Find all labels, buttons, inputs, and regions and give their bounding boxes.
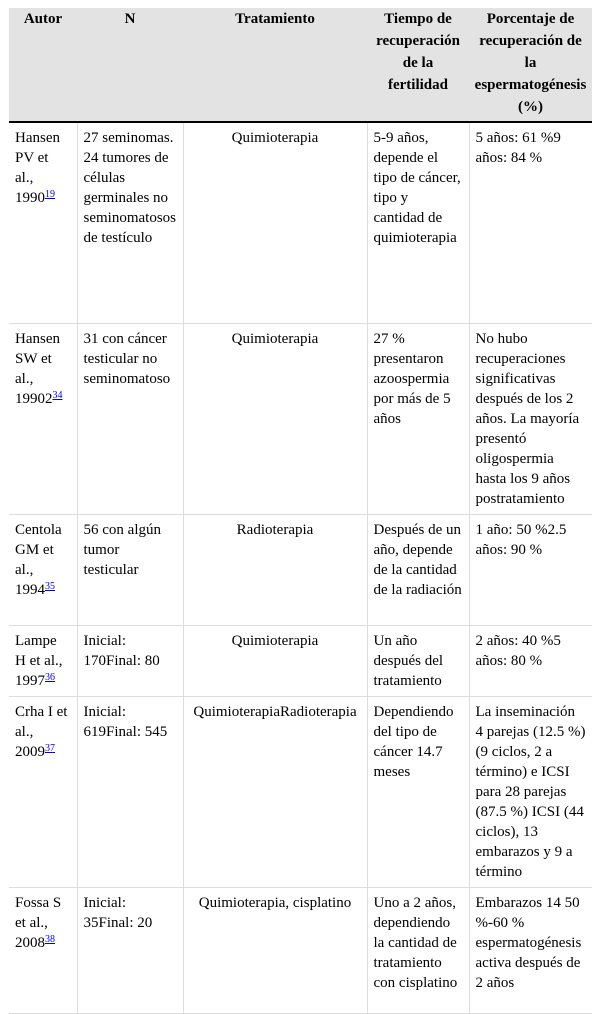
cell-autor <box>9 887 77 1013</box>
cell-autor <box>9 514 77 625</box>
cell-tratamiento: Quimioterapia, cisplatino <box>183 887 367 1013</box>
cell-porcentaje: No hubo recuperaciones significativas después de los 2 años. La mayoría presentó oligospermia hasta los 9 años postratamiento <box>469 323 592 514</box>
header-tratamiento: Tratamiento <box>183 8 367 122</box>
cell-tiempo: Después de un año, depende de la cantidad de la radiación <box>367 514 469 625</box>
reference-link[interactable]: 34 <box>52 389 63 401</box>
cell-n: Inicial: 35Final: 20 <box>77 887 183 1013</box>
author-name: Crha I et al., 2009 <box>15 703 68 760</box>
table-row <box>9 696 592 887</box>
table-row <box>9 514 592 625</box>
cell-porcentaje: 5 años: 61 %9 años: 84 % <box>469 122 592 323</box>
cell-autor <box>9 696 77 887</box>
header-tiempo: Tiempo de recuperación de la fertilidad <box>367 8 469 122</box>
author-name: Fossa S et al., 2008 <box>15 894 62 951</box>
cell-porcentaje: La inseminación 4 parejas (12.5 %) (9 ciclos, 2 a término) e ICSI para 28 parejas (87.5 %) ICSI (44 ciclos), 13 embarazos y 9 a término <box>469 696 592 887</box>
table-row <box>9 323 592 514</box>
cell-n: Inicial: 170Final: 80 <box>77 625 183 696</box>
author-name: Centola GM et al., 1994 <box>15 521 62 598</box>
cell-porcentaje: 1 año: 50 %2.5 años: 90 % <box>469 514 592 625</box>
cell-autor <box>9 323 77 514</box>
cell-tiempo: 5-9 años, depende el tipo de cáncer, tipo y cantidad de quimioterapia <box>367 122 469 323</box>
cell-n: Inicial: 619Final: 545 <box>77 696 183 887</box>
author-name: Hansen PV et al., 1990 <box>15 130 60 206</box>
author-name: Hansen SW et al., 19902 <box>15 330 60 407</box>
cell-tratamiento: Quimioterapia <box>183 122 367 323</box>
cell-tiempo: 27 % presentaron azoospermia por más de 5 años <box>367 323 469 514</box>
header-autor: Autor <box>9 8 77 122</box>
cell-autor <box>9 122 77 323</box>
cell-porcentaje: Embarazos 14 50 %-60 % espermatogénesis activa después de 2 años <box>469 887 592 1013</box>
cell-tratamiento: Radioterapia <box>183 514 367 625</box>
cell-porcentaje: 2 años: 40 %5 años: 80 % <box>469 625 592 696</box>
cell-tiempo: Dependiendo del tipo de cáncer 14.7 meses <box>367 696 469 887</box>
table-header-row <box>9 8 592 122</box>
author-name: Lampe H et al., 1997 <box>15 632 63 689</box>
cell-n: 27 seminomas. 24 tumores de células germinales no seminomatosos de testículo <box>77 122 183 323</box>
reference-link[interactable]: 37 <box>45 742 55 754</box>
cell-tratamiento: QuimioterapiaRadioterapia <box>183 696 367 887</box>
cell-tratamiento: Quimioterapia <box>183 625 367 696</box>
table-row <box>9 625 592 696</box>
cell-tiempo: Uno a 2 años, dependiendo la cantidad de tratamiento con cisplatino <box>367 887 469 1013</box>
cell-n: 56 con algún tumor testicular <box>77 514 183 625</box>
cell-n: 31 con cáncer testicular no seminomatoso <box>77 323 183 514</box>
reference-link[interactable]: 38 <box>45 933 55 945</box>
cell-autor <box>9 625 77 696</box>
table-row <box>9 122 592 323</box>
fertility-recovery-table <box>9 8 592 1014</box>
header-n: N <box>77 8 183 122</box>
reference-link[interactable]: 35 <box>45 580 55 592</box>
table-row <box>9 887 592 1013</box>
reference-link[interactable]: 36 <box>45 671 55 683</box>
cell-tratamiento: Quimioterapia <box>183 323 367 514</box>
cell-tiempo: Un año después del tratamiento <box>367 625 469 696</box>
reference-link[interactable]: 19 <box>45 189 55 200</box>
header-porcentaje: Porcentaje de recuperación de la espermatogénesis (%) <box>469 8 592 122</box>
